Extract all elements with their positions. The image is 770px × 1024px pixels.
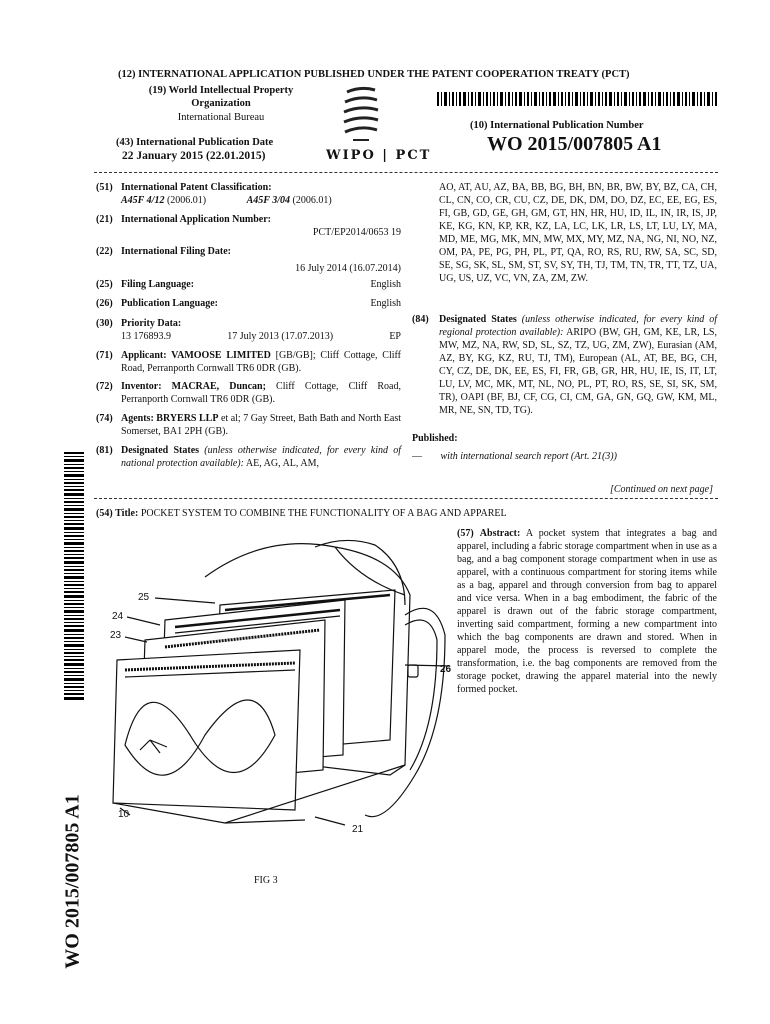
wipo-emblem <box>335 80 385 150</box>
treaty-line: (12) INTERNATIONAL APPLICATION PUBLISHED UNDER THE PATENT COOPERATION TREATY (PCT) <box>118 69 630 80</box>
figure-caption: FIG 3 <box>254 875 278 886</box>
ref-26: 26 <box>440 664 452 675</box>
ref-23: 23 <box>110 630 122 641</box>
field-30: (30) Priority Data: 13 176893.9 17 July 2013 (17.07.2013) EP <box>96 318 401 342</box>
pubnum-value: WO 2015/007805 A1 <box>487 133 662 155</box>
patent-figure <box>105 525 455 855</box>
field-51: (51) International Patent Classification: A45F 4/12 (2006.01) A45F 3/04 (2006.01) <box>96 182 332 206</box>
field-81: (81) Designated States (unless otherwise indicated, for every kind of national protection available): AE, AG, AL, AM, <box>96 445 401 469</box>
pubdate-label: (43) International Publication Date <box>116 137 274 148</box>
wipo-logo: WIPO | PCT <box>326 148 432 163</box>
ref-21: 21 <box>352 824 364 835</box>
published-label: Published: <box>412 433 458 444</box>
pubnum-label: (10) International Publication Number <box>470 120 644 131</box>
ref-24: 24 <box>112 611 124 622</box>
states-national: AO, AT, AU, AZ, BA, BB, BG, BH, BN, BR, BW, BY, BZ, CA, CH, CL, CN, CO, CR, CU, CZ, DE, DK, DM, DO, DZ, EC, EE, EG, ES, FI, GB, GD, GE, GH, GM, GT, HN, HR, HU, ID, IL, IN, IR, IS, JP, KE, KG, KN, KP, KR, KZ, LA, LC, LK, LR, LS, LT, LU, LY, MA, MD, ME, MG, MK, MN, MW, MX, MY, MZ, NA, NG, NI, NO, NZ, OM, PA, PE, PG, PH, PL, PT, QA, RO, RS, RU, RW, SA, SC, SD, SE, SG, SK, SL, SM, ST, SV, SY, TH, TJ, TM, TN, TR, TT, TZ, UA, UG, US, UZ, VC, VN, ZA, ZM, ZW. <box>439 182 717 284</box>
ref-25: 25 <box>138 592 150 603</box>
field-26: (26) Publication Language: English <box>96 298 401 309</box>
field-74: (74) Agents: BRYERS LLP et al; 7 Gay Street, Bath Bath and North East Somerset, BA1 2PH (GB). <box>96 413 401 437</box>
barcode-side <box>64 452 84 702</box>
title-line: (54) Title: POCKET SYSTEM TO COMBINE THE FUNCTIONALITY OF A BAG AND APPAREL <box>96 508 507 519</box>
title-rule <box>94 498 718 499</box>
field-72: (72) Inventor: MACRAE, Duncan; Cliff Cottage, Cliff Road, Perranporth Cornwall TR6 0DR (GB). <box>96 381 401 405</box>
field-21: (21) International Application Number: PCT/EP2014/0653 19 <box>96 214 401 238</box>
field-25: (25) Filing Language: English <box>96 279 401 290</box>
abstract: (57) Abstract: A pocket system that integrates a bag and apparel, including a fabric storage compartment when in use as a bag, and a bag component storage compartment when in use as apparel, with a continuous compartment for storing items while as a bag, apparel and through conversion from bag to apparel and vice versa. When in a bag embodiment, the fabric of the apparel is drawn out of the fabric storage compartment, inverting said compartment, forming a new compartment into which the bag components are drawn and stored. When in apparel mode, the process is reversed to complete the transformation, i.e. the bag components are removed from the storage pocket, drawing the apparel material into the newly formed pocket. <box>457 528 718 695</box>
field-22: (22) International Filing Date: 16 July 2014 (16.07.2014) <box>96 246 401 274</box>
barcode-top <box>437 92 717 106</box>
header-rule <box>94 172 718 173</box>
side-pubnum: WO 2015/007805 A1 <box>61 794 84 969</box>
published-item: — with international search report (Art. 21(3)) <box>412 451 617 462</box>
field-84: (84) Designated States (unless otherwise indicated, for every kind of regional protection available): ARIPO (BW, GH, GM, KE, LR, LS, MW, MZ, NA, RW, SD, SL, SZ, TZ, UG, ZM, ZW), Eurasian (AM, AZ, BY, KG, KZ, RU, TJ, TM), European (AL, AT, BE, BG, CH, CY, CZ, DE, DK, EE, ES, FI, FR, GB, GR, HR, HU, IE, IS, IT, LT, LU, LV, MC, MK, MT, NL, NO, PL, PT, RO, RS, SE, SI, SK, SM, TR), OAPI (BF, BJ, CF, CG, CI, CM, GA, GN, GQ, GW, KM, ML, MR, NE, SN, TD, TG). <box>412 314 717 416</box>
org-name: (19) World Intellectual Property Organization <box>148 85 294 109</box>
pubdate-value: 22 January 2015 (22.01.2015) <box>122 150 266 162</box>
continued-note: [Continued on next page] <box>609 484 713 495</box>
bureau: International Bureau <box>177 112 265 123</box>
field-71: (71) Applicant: VAMOOSE LIMITED [GB/GB]; Cliff Cottage, Cliff Road, Perranporth Cornwall TR6 0DR (GB). <box>96 350 402 374</box>
ref-10: 10 <box>118 809 130 820</box>
